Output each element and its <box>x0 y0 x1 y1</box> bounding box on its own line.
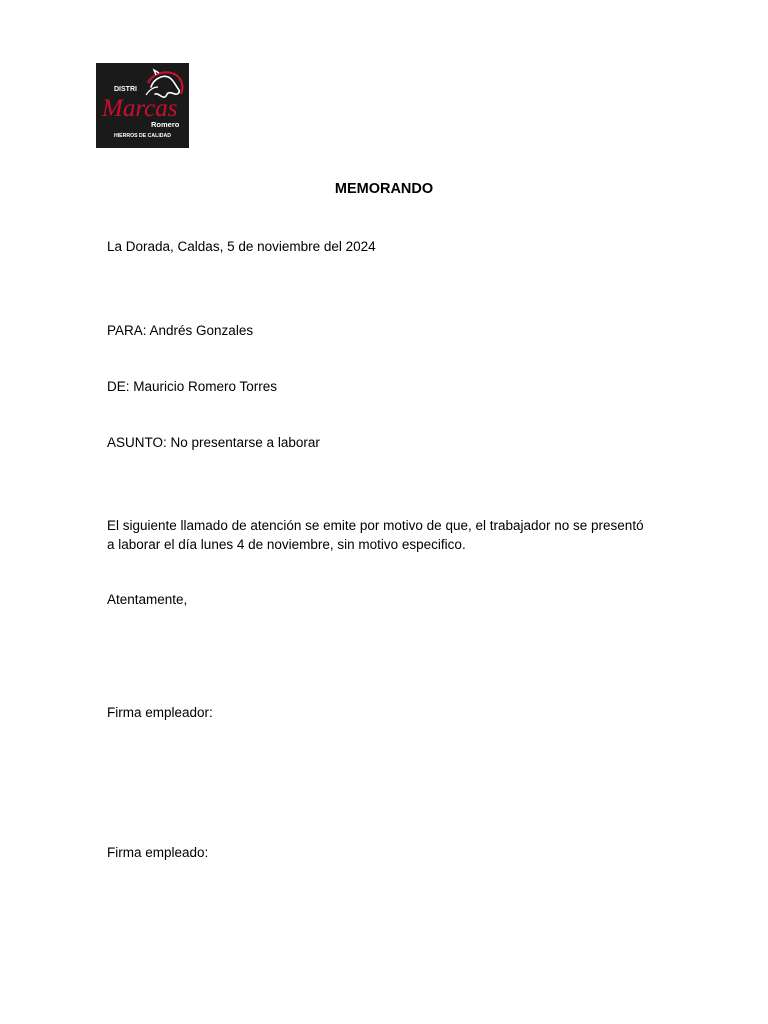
logo-text-marcas: Marcas <box>102 95 178 122</box>
logo-text-distri: DISTRI <box>114 86 137 93</box>
recipient-line: PARA: Andrés Gonzales <box>107 323 254 338</box>
logo-text-romero: Romero <box>151 120 180 129</box>
place-date: La Dorada, Caldas, 5 de noviembre del 2024 <box>107 239 376 254</box>
closing: Atentamente, <box>107 592 188 607</box>
employee-signature-label: Firma empleado: <box>107 845 209 860</box>
memo-title: MEMORANDO <box>334 181 434 197</box>
memo-body <box>107 517 677 554</box>
employer-signature-label: Firma empleador: <box>107 705 213 720</box>
sender-line: DE: Mauricio Romero Torres <box>107 379 278 394</box>
logo-text-tagline: HIERROS DE CALIDAD <box>113 133 172 139</box>
company-logo <box>96 63 189 148</box>
memo-body-line-1: El siguiente llamado de atención se emite por motivo de que, el trabajador no se presentó <box>107 518 644 533</box>
subject-line: ASUNTO: No presentarse a laborar <box>107 435 320 450</box>
memo-body-line-2: a laborar el día lunes 4 de noviembre, sin motivo especifico. <box>107 536 466 552</box>
